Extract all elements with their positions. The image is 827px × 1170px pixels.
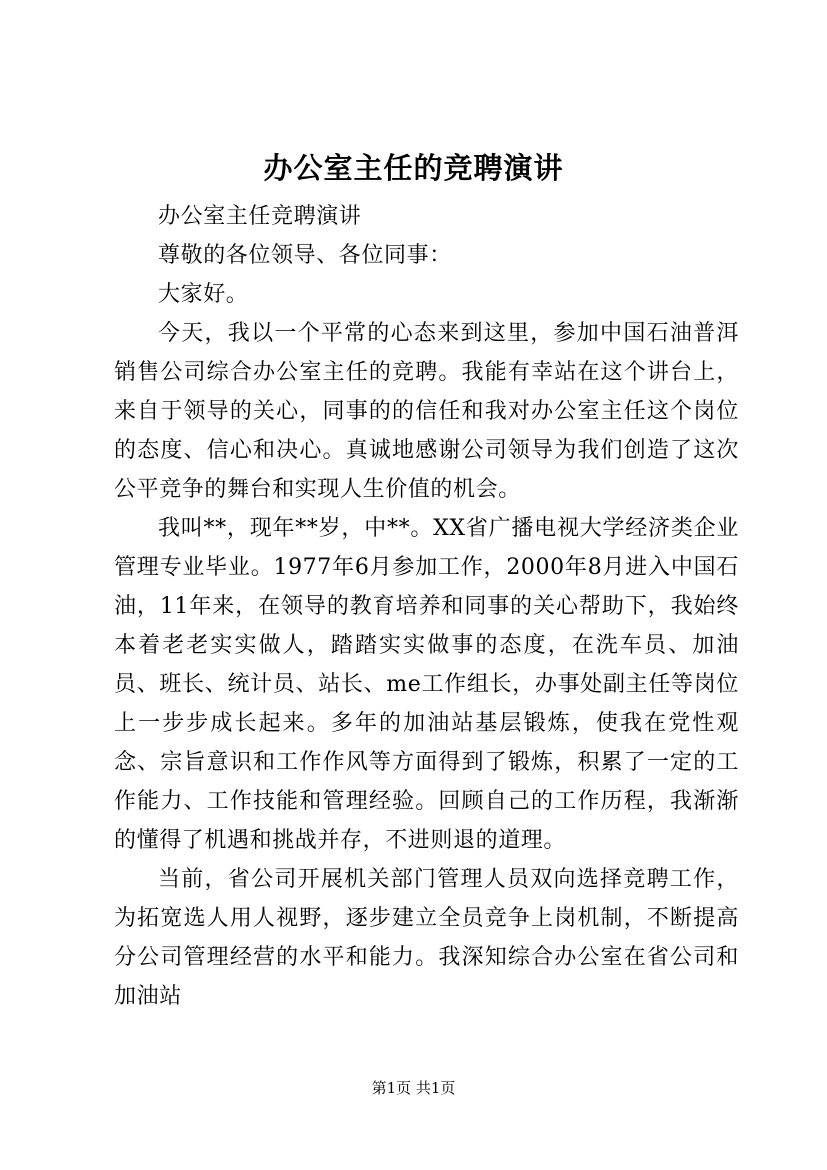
paragraph-greeting: 大家好。	[158, 282, 249, 307]
paragraph-background: 我叫**，现年**岁，中**。XX省广播电视大学经济类企业管理专业毕业。1977年6月参加工作，2000年8月进入中国石油，11年来，在领导的教育培养和同事的关心帮助下，我始终本着老老实实做人，踏踏实实做事的态度，在洗车员、加油员、班长、统计员、站长、me工作组长，办事处副主任等岗位上一步步成长起来。多年的加油站基层锻炼，使我在党性观念、宗旨意识和工作作风等方面得到了锻炼，积累了一定的工作能力、工作技能和管理经验。回顾自己的工作历程，我渐渐的懂得了机遇和挑战并存，不进则退的道理。	[114, 516, 739, 853]
paragraph-heading: 办公室主任竞聘演讲	[158, 204, 362, 229]
paragraph-context: 当前，省公司开展机关部门管理人员双向选择竞聘工作，为拓宽选人用人视野，逐步建立全员竞争上岗机制，不断提高分公司管理经营的水平和能力。我深知综合办公室在省公司和加油站	[114, 867, 739, 1009]
paragraph-intro: 今天，我以一个平常的心态来到这里，参加中国石油普洱销售公司综合办公室主任的竞聘。我能有幸站在这个讲台上，来自于领导的关心，同事的的信任和我对办公室主任这个岗位的态度、信心和决心。真诚地感谢公司领导为我们创造了这次公平竞争的舞台和实现人生价值的机会。	[114, 321, 739, 502]
page-footer: 第1页 共1页	[371, 1079, 456, 1097]
paragraph-salutation: 尊敬的各位领导、各位同事：	[158, 243, 452, 268]
document-body	[114, 197, 739, 1016]
document-title: 办公室主任的竞聘演讲	[263, 151, 564, 185]
